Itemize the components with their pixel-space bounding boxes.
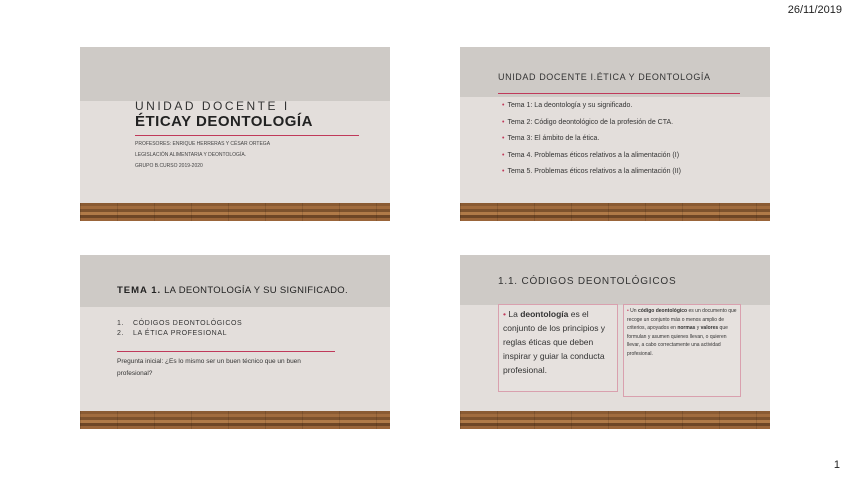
wood-floor-decoration [460,203,770,221]
slide-title: ÉTICAY DEONTOLOGÍA [135,113,313,130]
page-number: 1 [833,459,840,471]
bullet-icon: • [627,308,629,314]
code-definition-box [623,304,741,397]
slide-heading: 1.1. CÓDIGOS DEONTOLÓGICOS [498,276,677,287]
slide-4 [460,255,770,429]
subtopics-list [117,319,242,339]
bullet-icon: • [502,118,505,126]
bullet-icon: • [502,168,505,175]
page-date: 26/11/2019 [787,4,842,16]
slide-2 [460,47,770,221]
slide-heading: UNIDAD DOCENTE I.ÉTICA Y DEONTOLOGÍA [498,72,711,82]
wood-floor-decoration [80,411,390,429]
list-item: • Tema 2: Código deontológico de la profesión de CTA. [502,118,674,126]
definition-text: • La deontología es el conjunto de los principios y reglas éticas que deben inspirar y guiar la conducta profesional. [503,309,606,375]
list-item: • Tema 1: La deontología y su significado. [502,102,633,109]
code-definition-text: • Un código deontológico es un documento que recoge un conjunto más o menos amplio de criterios, apoyados en normas y valores que formulan y asumen quienes llevan, o quieren llevar, a cabo correctamente una actividad profesional. [627,308,737,357]
professors-line: PROFESORES: ENRIQUE HERRERAS Y CÉSAR ORTEGA [135,141,271,147]
bullet-icon: • [502,102,505,109]
slide-1 [80,47,390,221]
definition-box [498,304,618,392]
list-item: 2. LA ÉTICA PROFESIONAL [117,330,228,337]
bullet-icon: • [502,135,505,142]
accent-rule [498,93,740,94]
accent-rule [135,135,359,136]
bullet-icon: • [502,151,505,159]
wood-floor-decoration [80,203,390,221]
list-item: 1. CÓDIGOS DEONTOLÓGICOS [117,320,243,327]
wood-floor-decoration [460,411,770,429]
initial-question: Pregunta inicial: ¿Es lo mismo ser un buen técnico que un buen profesional? [117,358,301,377]
slide-subtitle: UNIDAD DOCENTE I [135,99,290,113]
bullet-icon: • [503,309,506,319]
slide-header-band [80,255,390,307]
list-item: • Tema 5. Problemas éticos relativos a la alimentación (II) [502,168,681,175]
slide-3 [80,255,390,429]
topics-list [502,102,681,185]
list-item: • Tema 3: El ámbito de la ética. [502,135,600,142]
slide-header-band [80,47,390,101]
list-item: • Tema 4. Problemas éticos relativos a la alimentación (I) [502,151,680,159]
accent-rule [117,351,335,352]
slide-title: TEMA 1. LA DEONTOLOGÍA Y SU SIGNIFICADO. [117,285,348,296]
course-line: LEGISLACIÓN ALIMENTARIA Y DEONTOLOGÍA. [135,152,247,158]
group-line: GRUPO B.CURSO 2019-2020 [135,163,203,169]
